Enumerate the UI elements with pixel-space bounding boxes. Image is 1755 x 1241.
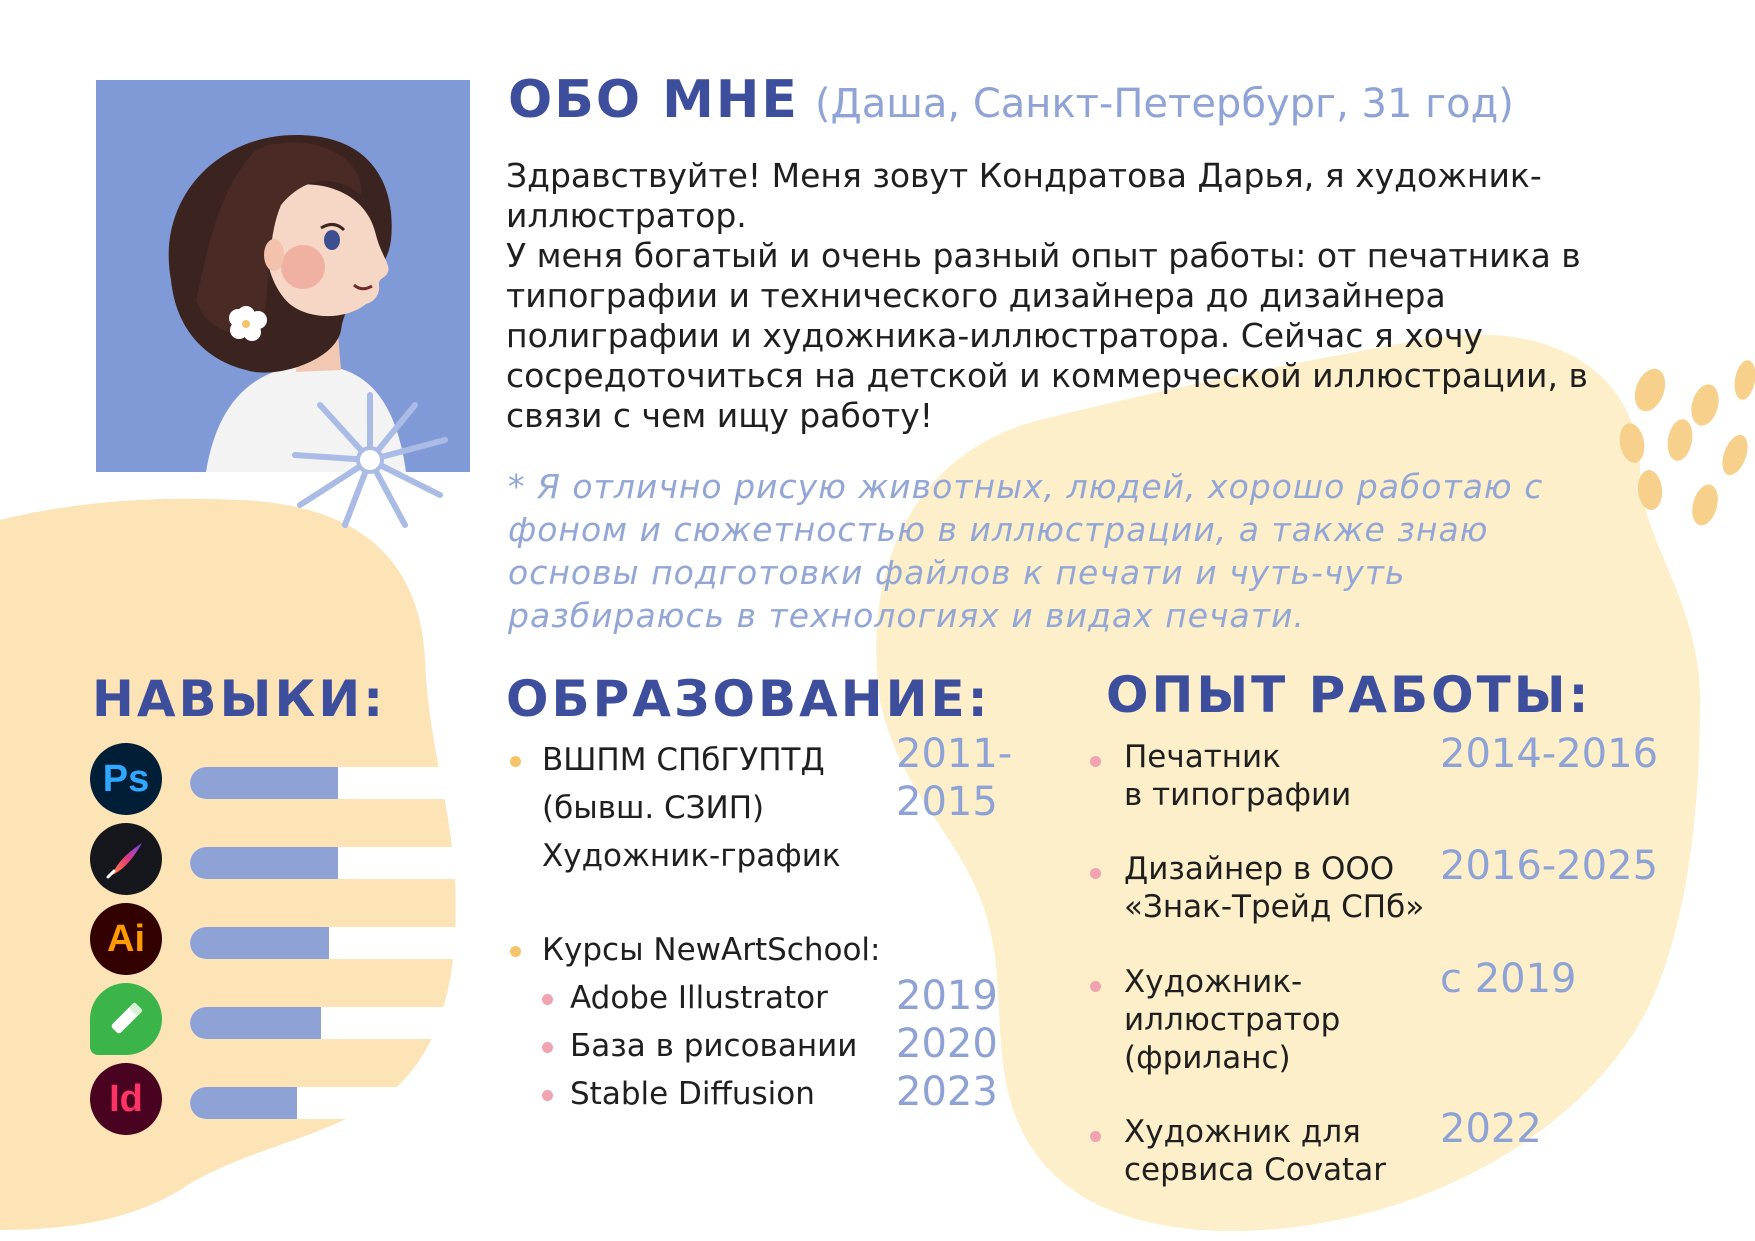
about-paragraph-2: У меня богатый и очень разный опыт работы: от печатника в типографии и технического дизайнера до дизайнера полиграфии и художника-иллюстратора. Сейчас я хочу сосредоточиться на детской и коммерческой иллюстрации, в связи с чем ищу работу! — [506, 236, 1588, 435]
experience-years: с 2019 — [1440, 956, 1577, 1002]
about-subtitle: (Даша, Санкт-Петербург, 31 год) — [814, 81, 1514, 127]
course-item — [510, 1070, 1070, 1118]
bullet-dot — [510, 756, 521, 767]
bullet-dot — [1090, 1131, 1101, 1142]
course-item — [510, 1022, 1070, 1070]
courses-title-text: Курсы NewArtSchool: — [542, 932, 881, 968]
indesign-icon: Id — [90, 1063, 162, 1135]
experience-years: 2014-2016 — [1440, 731, 1659, 777]
experience-role-line2: «Знак-Трейд СПб» — [1124, 889, 1425, 925]
experience-role-line1: Художник- — [1124, 964, 1303, 1000]
about-note: * Я отлично рисую животных, людей, хорошо работаю с фоном и сюжетностью в иллюстрации, а также знаю основы подготовки файлов к печати и чуть-чуть разбираюсь в технологиях и видах печати. — [508, 467, 1544, 635]
photoshop-icon: Ps — [90, 743, 162, 815]
experience-role-line1: Художник для — [1124, 1114, 1361, 1150]
skill-fill — [190, 1007, 321, 1039]
education-entry — [510, 731, 1070, 880]
skill-row-photoshop — [90, 740, 400, 820]
experience-item — [1090, 956, 1730, 1113]
skill-fill — [190, 927, 329, 959]
procreate-icon — [90, 823, 162, 895]
experience-years: 2016-2025 — [1440, 843, 1659, 889]
experience-item — [1090, 1106, 1730, 1189]
course-year: 2020 — [896, 1021, 998, 1067]
experience-role-line3: (фриланс) — [1124, 1040, 1291, 1076]
courses-list — [510, 974, 1070, 1118]
about-paragraph-1: Здравствуйте! Меня зовут Кондратова Дарья, я художник-иллюстратор. — [506, 156, 1542, 235]
experience-item — [1090, 843, 1730, 963]
skill-bar-photoshop — [190, 767, 480, 799]
bullet-dot — [542, 994, 553, 1005]
illustrator-icon: Ai — [90, 903, 162, 975]
experience-title: ОПЫТ РАБОТЫ: — [1106, 666, 1592, 724]
flower-decoration — [285, 385, 455, 535]
course-year: 2023 — [896, 1069, 998, 1115]
skill-fill — [190, 847, 338, 879]
skill-bar-sketchbook — [190, 1007, 480, 1039]
experience-years: 2022 — [1440, 1106, 1542, 1152]
skill-bar-indesign — [190, 1087, 480, 1119]
skill-bar-procreate — [190, 847, 480, 879]
experience-item — [1090, 731, 1730, 850]
sketchbook-icon — [90, 983, 162, 1055]
education-year-end: 2015 — [896, 779, 998, 825]
course-name: Adobe Illustrator — [570, 980, 828, 1016]
skill-row-procreate — [90, 820, 400, 900]
courses-block — [510, 926, 1070, 1118]
skill-fill — [190, 767, 338, 799]
skill-row-sketchbook — [90, 980, 400, 1060]
course-name: База в рисовании — [570, 1028, 858, 1064]
course-name: Stable Diffusion — [570, 1076, 815, 1112]
course-year: 2019 — [896, 973, 998, 1019]
education-year-start: 2011- — [896, 731, 1013, 777]
skill-fill — [190, 1087, 297, 1119]
skill-row-indesign — [90, 1060, 400, 1140]
education-years — [896, 730, 1012, 826]
experience-role-line1: Дизайнер в ООО — [1124, 851, 1395, 887]
about-heading — [508, 70, 1514, 130]
education-title: ОБРАЗОВАНИЕ: — [506, 670, 991, 728]
bullet-dot — [1090, 868, 1101, 879]
education-list — [510, 731, 1070, 1118]
course-item — [510, 974, 1070, 1022]
bullet-dot — [1090, 981, 1101, 992]
education-specialty: Художник-график — [542, 838, 841, 874]
about-text — [506, 156, 1636, 436]
education-school-former: (бывш. СЗИП) — [542, 790, 765, 826]
skill-bar-illustrator — [190, 927, 480, 959]
bullet-dot — [542, 1090, 553, 1101]
bullet-dot — [1090, 756, 1101, 767]
about-title: ОБО МНЕ — [508, 70, 799, 130]
courses-title — [510, 926, 1070, 974]
experience-role-line2: сервиса Covatar — [1124, 1152, 1386, 1188]
skills-title: НАВЫКИ: — [92, 670, 387, 728]
experience-role-line1: Печатник — [1124, 739, 1281, 775]
experience-list — [1090, 731, 1730, 1189]
bullet-dot — [542, 1042, 553, 1053]
experience-role-line2: иллюстратор — [1124, 1002, 1341, 1038]
education-school: ВШПМ СПбГУПТД — [542, 742, 825, 778]
skill-row-illustrator — [90, 900, 400, 980]
experience-role-line2: в типографии — [1124, 777, 1352, 813]
bullet-dot — [510, 946, 521, 957]
skills-list — [90, 740, 400, 1140]
